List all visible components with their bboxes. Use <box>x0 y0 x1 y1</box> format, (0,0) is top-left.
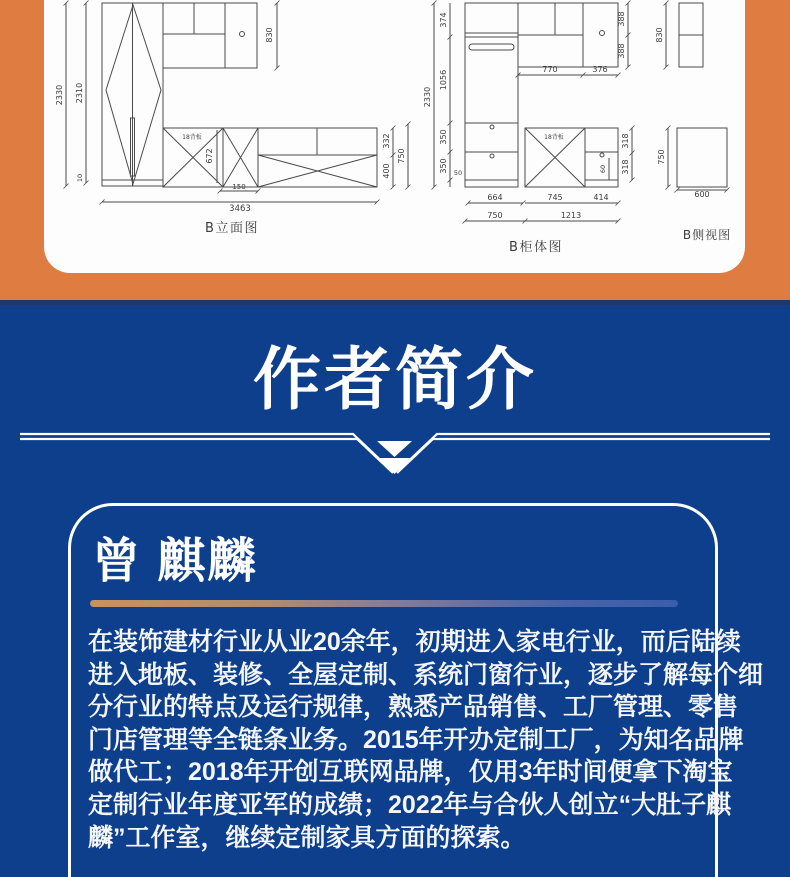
dim-label: 332 <box>382 133 391 149</box>
dim-label: 3463 <box>229 204 251 214</box>
drawing-title: B侧视图 <box>682 228 732 242</box>
dim-label: 150 <box>232 183 246 191</box>
drawing-title: B柜体图 <box>509 240 563 255</box>
dim-label: 388 <box>617 11 626 27</box>
dim-label: 388 <box>617 43 626 59</box>
dim-label: 750 <box>657 149 666 165</box>
bio-line: 做代工；2018年开创互联网品牌，仅用3年时间便拿下淘宝 <box>88 758 733 787</box>
dim-label: 672 <box>205 148 214 164</box>
dim-label: 318 <box>621 133 630 149</box>
bio-line: 定制行业年度亚军的成绩；2022年与合伙人创立“大肚子麒 <box>88 790 732 819</box>
dim-label: 414 <box>593 193 609 202</box>
bio-line: 在装饰建材行业从业20余年，初期进入家电行业，而后陆续 <box>88 628 741 656</box>
dim-label: 400 <box>382 163 391 179</box>
dim-label: 18背板 <box>182 134 202 141</box>
dim-label: 664 <box>487 193 503 202</box>
dim-label: 745 <box>547 193 563 202</box>
dim-label: 830 <box>655 27 664 43</box>
dim-label: 18背板 <box>544 134 564 141</box>
dim-label: 750 <box>487 211 503 220</box>
dim-label: 318 <box>621 159 630 175</box>
drawing-title: B立面图 <box>205 221 259 236</box>
dim-label: 50 <box>453 169 463 177</box>
down-arrow-icon <box>377 441 412 457</box>
bio-line: 麟”工作室，继续定制家具方面的探索。 <box>88 823 526 852</box>
bio-line: 进入地板、装修、全屋定制、系统门窗行业，逐步了解每个细 <box>88 660 764 689</box>
section-title: 作者简介 <box>252 342 537 418</box>
dim-label: 374 <box>439 12 448 28</box>
bio-line: 门店管理等全链条业务。2015年开办定制工厂，为知名品牌 <box>88 725 744 754</box>
dim-label: 770 <box>542 65 558 74</box>
dim-label: 830 <box>265 27 274 43</box>
author-name: 曾 麒麟 <box>92 535 258 588</box>
dim-label: 10 <box>76 173 84 183</box>
dim-label: 1056 <box>439 69 448 91</box>
dim-label: 350 <box>439 129 448 145</box>
dim-label: 2310 <box>75 82 84 104</box>
bio-line: 分行业的特点及运行规律，熟悉产品销售、工厂管理、零售 <box>88 693 739 722</box>
dim-label: 60 <box>599 164 607 174</box>
dim-label: 1213 <box>560 211 582 220</box>
dim-label: 2330 <box>55 84 64 106</box>
dim-label: 2330 <box>423 86 432 108</box>
dim-label: 376 <box>592 65 608 74</box>
author-bio <box>88 626 764 854</box>
name-underline <box>90 600 678 607</box>
dim-label: 750 <box>397 148 406 164</box>
dim-label: 350 <box>439 158 448 174</box>
dim-label: 600 <box>694 190 710 199</box>
